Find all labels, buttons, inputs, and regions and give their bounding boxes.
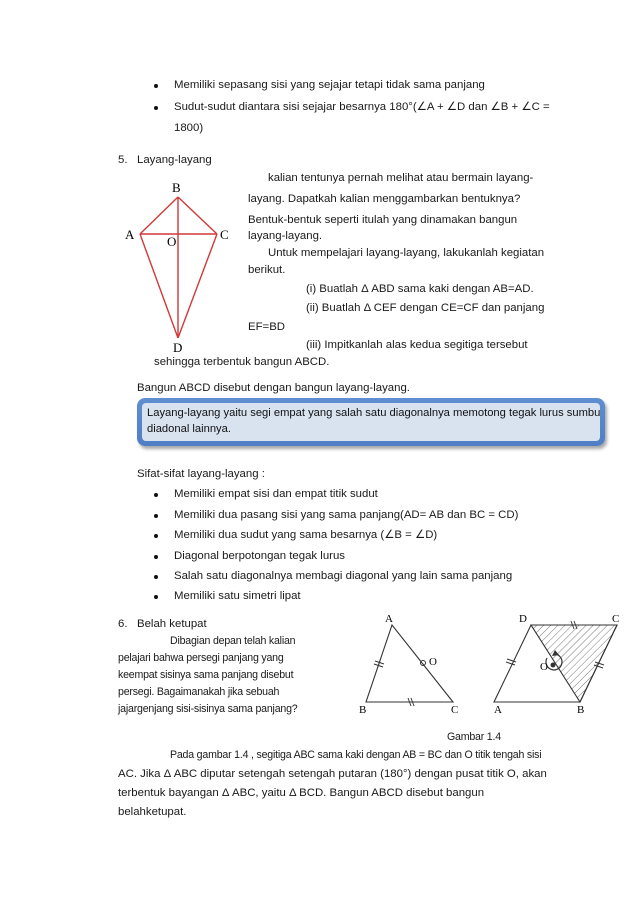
s5-step-3-cont: sehingga terbentuk bangun ABCD. [154, 356, 330, 368]
kite-figure [120, 176, 250, 354]
s5-step-3: (iii) Impitkanlah alas kedua segitiga tersebut [306, 339, 528, 351]
s5-step-1: (i) Buatlah Δ ABD sama kaki dengan AB=AD. [306, 283, 534, 295]
kite-label-d: D [173, 340, 183, 355]
s6-intro-1: Dibagian depan telah kalian [170, 635, 296, 647]
s5-step-2-cont: EF=BD [248, 321, 286, 333]
property-5: Salah satu diagonalnya membagi diagonal yang lain sama panjang [174, 570, 513, 582]
kite-side-ab [140, 197, 178, 234]
bullet-dot [154, 493, 158, 497]
rhombus-label-a: A [494, 704, 502, 716]
property-4: Diagonal berpotongan tegak lurus [174, 550, 345, 562]
kite-label-o: O [167, 234, 177, 249]
tick-mark [506, 662, 515, 665]
s5-step-2: (ii) Buatlah Δ CEF dengan CE=CF dan panjang [306, 302, 545, 314]
s6-body-4: belahketupat. [118, 806, 187, 818]
bullet-dot [154, 575, 158, 579]
bullet-dot [154, 555, 158, 559]
property-1: Memiliki empat sisi dan empat titik sudut [174, 488, 378, 500]
property-3: Memiliki dua sudut yang sama besarnya (∠B = ∠D) [174, 529, 438, 541]
tri-label-a: A [385, 613, 393, 625]
s5-summary: Bangun ABCD disebut dengan bangun layang-layang. [137, 382, 410, 394]
kite-label-c: C [220, 227, 229, 242]
property-2: Memiliki dua pasang sisi yang sama panjang(AD= AB dan BC = CD) [174, 509, 519, 521]
section-5-number: 5. [118, 154, 128, 166]
tri-label-o: O [429, 656, 437, 668]
triangle-abc [366, 625, 453, 702]
kite-side-bc [178, 197, 217, 234]
bullet-dot [154, 106, 158, 110]
definition-text: Layang-layang yaitu segi empat yang salah satu diagonalnya memotong tegak lurus sumbu diadonal lainnya. [147, 407, 601, 435]
kite-side-cd [178, 234, 217, 338]
s6-intro-5: jajargenjang sisi-sisinya sama panjang? [118, 703, 298, 715]
rhombus-label-d: D [519, 613, 527, 625]
rhombus-abcd-figure [495, 610, 627, 715]
rhombus-label-c: C [612, 613, 620, 625]
s6-intro-3: keempat sisinya sama panjang disebut [118, 669, 294, 681]
intro-bullet-1: Memiliki sepasang sisi yang sejajar tetapi tidak sama panjang [174, 79, 485, 91]
tri-label-c: C [451, 704, 459, 716]
s6-body-2: AC. Jika Δ ABC diputar setengah setengah putaran (180°) dengan pusat titik O, akan [118, 768, 547, 780]
bullet-dot [154, 595, 158, 599]
s6-body-1: Pada gambar 1.4 , segitiga ABC sama kaki dengan AB = BC dan O titik tengah sisi [170, 749, 542, 761]
property-6: Memiliki satu simetri lipat [174, 590, 301, 602]
s5-line-6: berikut. [248, 264, 286, 276]
kite-side-ad [140, 234, 178, 338]
section-6-title: Belah ketupat [137, 618, 207, 630]
s6-body-3: terbentuk bayangan Δ ABC, yaitu Δ BCD. Bangun ABCD disebut bangun [118, 787, 485, 799]
s5-line-1: kalian tentunya pernah melihat atau bermain layang- [268, 172, 534, 184]
kite-label-b: B [172, 180, 181, 195]
s5-line-3: Bentuk-bentuk seperti itulah yang dinamakan bangun [248, 214, 518, 226]
definition-callout [137, 398, 605, 446]
rhombus-label-o: O [540, 661, 548, 673]
section-5-title: Layang-layang [137, 154, 212, 166]
s5-line-2: layang. Dapatkah kalian menggambarkan bentuknya? [248, 193, 521, 205]
rhombus-label-b: B [577, 704, 585, 716]
intro-bullet-2-cont: 1800) [174, 122, 204, 134]
section-6-number: 6. [118, 618, 128, 630]
s5-line-5: Untuk mempelajari layang-layang, lakukanlah kegiatan [268, 247, 545, 259]
figure-caption: Gambar 1.4 [447, 731, 501, 743]
center-o [551, 663, 556, 668]
tri-label-b: B [359, 704, 367, 716]
properties-title: Sifat-sifat layang-layang : [137, 468, 265, 480]
intro-bullet-2: Sudut-sudut diantara sisi sejajar besarnya 180°(∠A + ∠D dan ∠B + ∠C = [174, 101, 550, 113]
s6-intro-4: persegi. Bagaimanakah jika sebuah [118, 686, 280, 698]
triangle-abc-figure [355, 610, 470, 715]
s5-line-4: layang-layang. [248, 230, 323, 242]
s6-intro-2: pelajari bahwa persegi panjang yang [118, 652, 284, 664]
bullet-dot [154, 84, 158, 88]
bullet-dot [154, 514, 158, 518]
kite-label-a: A [125, 227, 135, 242]
bullet-dot [154, 534, 158, 538]
